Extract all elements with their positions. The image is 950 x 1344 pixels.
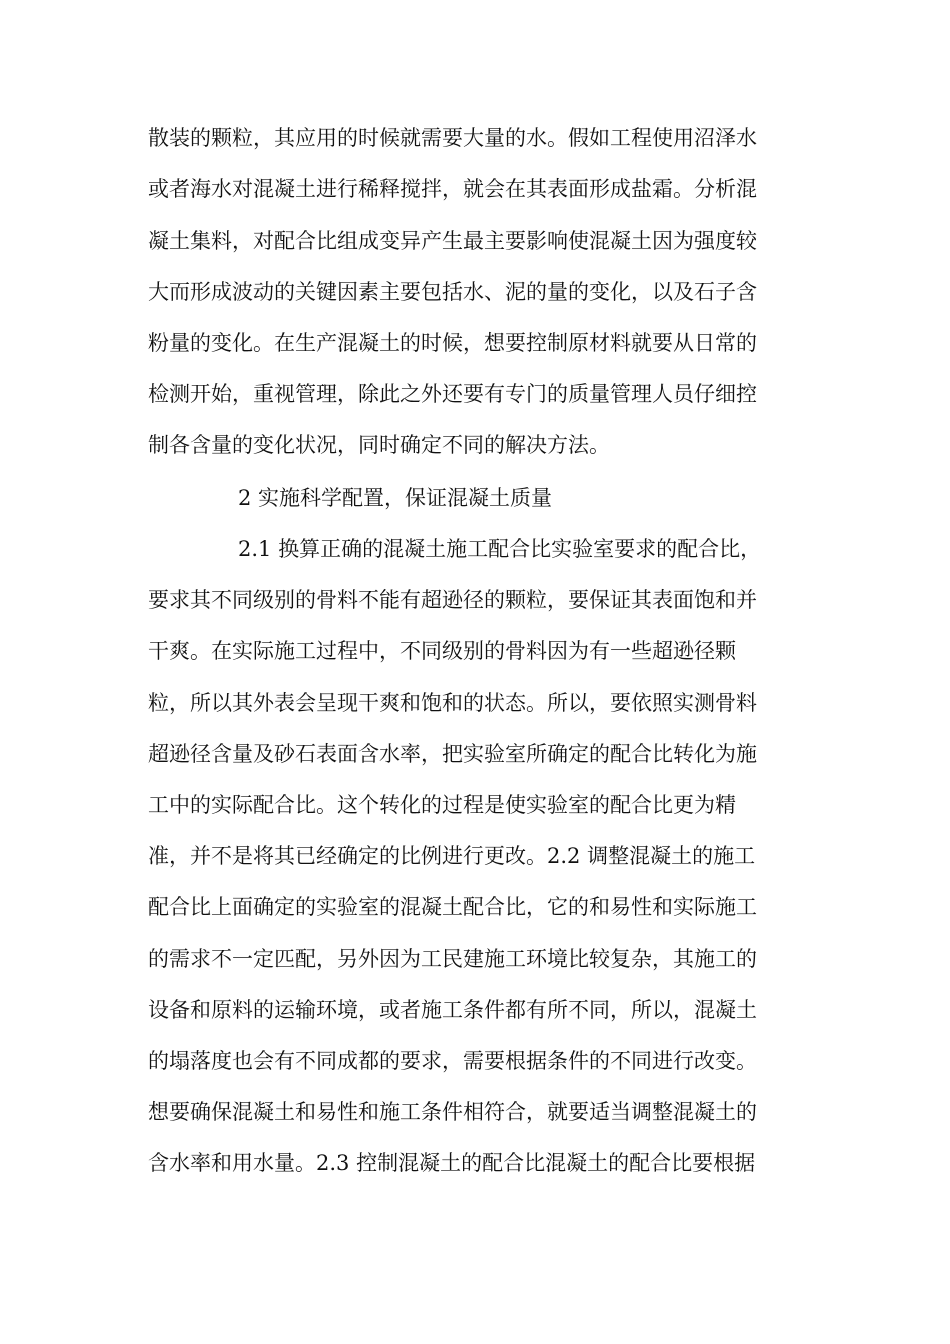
paragraph-line: 要求其不同级别的骨料不能有超逊径的颗粒，要保证其表面饱和并 <box>148 588 757 612</box>
subsection-first-line: 2.1 换算正确的混凝土施工配合比实验室要求的配合比， <box>238 537 762 561</box>
paragraph-line: 干爽。在实际施工过程中，不同级别的骨料因为有一些超逊径颗 <box>148 639 736 663</box>
paragraph-line: 的塌落度也会有不同成都的要求，需要根据条件的不同进行改变。 <box>148 1049 757 1073</box>
paragraph-line: 工中的实际配合比。这个转化的过程是使实验室的配合比更为精 <box>148 793 736 817</box>
paragraph-line: 或者海水对混凝土进行稀释搅拌，就会在其表面形成盐霜。分析混 <box>148 177 757 201</box>
paragraph-line: 制各含量的变化状况，同时确定不同的解决方法。 <box>148 433 610 457</box>
paragraph-line: 凝土集料，对配合比组成变异产生最主要影响使混凝土因为强度较 <box>148 229 757 253</box>
paragraph-line: 准，并不是将其已经确定的比例进行更改。2.2 调整混凝土的施工 <box>148 844 756 868</box>
paragraph-line: 的需求不一定匹配，另外因为工民建施工环境比较复杂，其施工的 <box>148 947 757 971</box>
paragraph-line: 大而形成波动的关键因素主要包括水、泥的量的变化，以及石子含 <box>148 280 757 304</box>
section-heading: 2 实施科学配置，保证混凝土质量 <box>238 486 553 510</box>
paragraph-line: 检测开始，重视管理，除此之外还要有专门的质量管理人员仔细控 <box>148 382 757 406</box>
paragraph-line: 含水率和用水量。2.3 控制混凝土的配合比混凝土的配合比要根据 <box>148 1151 756 1175</box>
paragraph-line: 粒，所以其外表会呈现干爽和饱和的状态。所以，要依照实测骨料 <box>148 691 757 715</box>
paragraph-line: 设备和原料的运输环境，或者施工条件都有所不同，所以，混凝土 <box>148 998 757 1022</box>
paragraph-line: 想要确保混凝土和易性和施工条件相符合，就要适当调整混凝土的 <box>148 1100 757 1124</box>
paragraph-line: 配合比上面确定的实验室的混凝土配合比，它的和易性和实际施工 <box>148 895 757 919</box>
paragraph-line: 粉量的变化。在生产混凝土的时候，想要控制原材料就要从日常的 <box>148 331 757 355</box>
paragraph-line: 散装的颗粒，其应用的时候就需要大量的水。假如工程使用沼泽水 <box>148 126 757 150</box>
paragraph-line: 超逊径含量及砂石表面含水率，把实验室所确定的配合比转化为施 <box>148 742 757 766</box>
